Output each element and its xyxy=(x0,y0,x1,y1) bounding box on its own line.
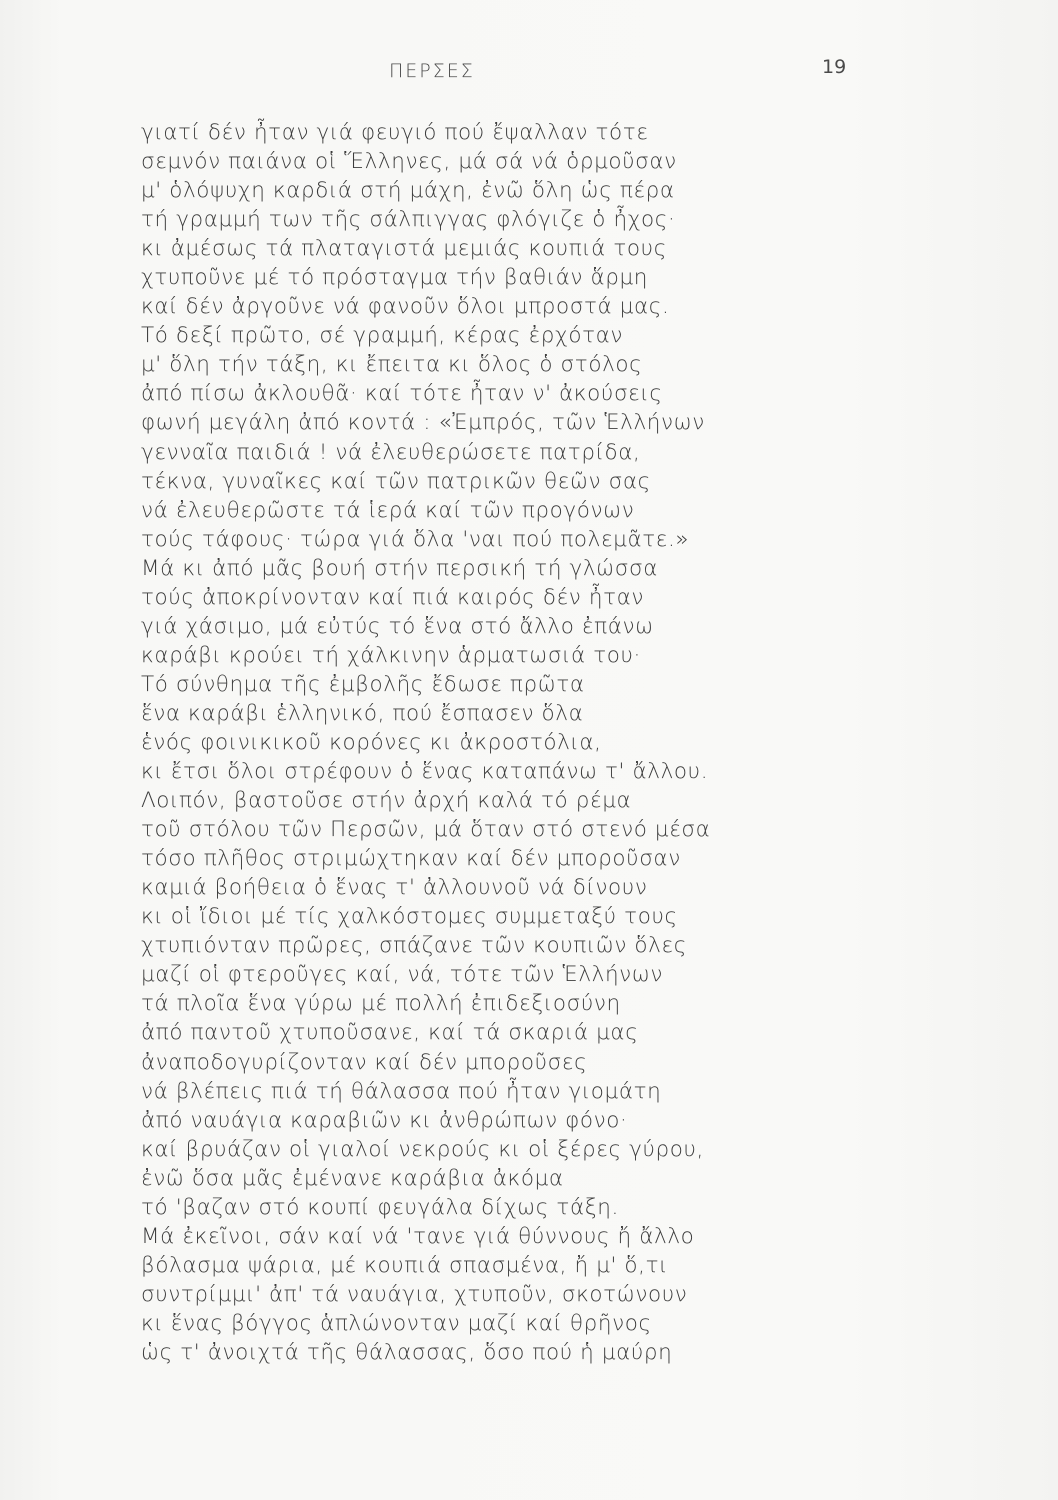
page-number: 19 xyxy=(822,56,847,78)
poem-line: τόσο πλῆθος στριμώχτηκαν καί δέν μποροῦσαν xyxy=(141,846,681,872)
poem-line: Λοιπόν, βαστοῦσε στήν ἀρχή καλά τό ρέμα xyxy=(141,788,632,814)
poem-line: φωνή μεγάλη ἀπό κοντά : «Ἐμπρός, τῶν Ἑλλήνων xyxy=(141,410,705,436)
poem-line: κι οἱ ἴδιοι μέ τίς χαλκόστομες συμμεταξύ τους xyxy=(141,904,678,930)
poem-line: τοῦ στόλου τῶν Περσῶν, μά ὅταν στό στενό μέσα xyxy=(141,817,711,843)
poem-line: καί δέν ἀργοῦνε νά φανοῦν ὅλοι μπροστά μας. xyxy=(141,294,670,320)
poem-line: Τό δεξί πρῶτο, σέ γραμμή, κέρας ἐρχόταν xyxy=(141,323,624,349)
poem-line: ἀναποδογυρίζονταν καί δέν μποροῦσες xyxy=(141,1049,588,1075)
poem-line: νά ἐλευθερῶστε τά ἱερά καί τῶν προγόνων xyxy=(141,497,635,523)
poem-line: ἕνα καράβι ἑλληνικό, πού ἔσπασεν ὅλα xyxy=(141,700,584,726)
poem-line: ἀπό ναυάγια καραβιῶν κι ἀνθρώπων φόνο· xyxy=(141,1107,628,1133)
poem-line: νά βλέπεις πιά τή θάλασσα πού ἦταν γιομάτη xyxy=(141,1078,662,1104)
poem-line: μαζί οἱ φτεροῦγες καί, νά, τότε τῶν Ἑλλήνων xyxy=(141,962,664,988)
poem-line: γιά χάσιμο, μά εὐτύς τό ἕνα στό ἄλλο ἐπάνω xyxy=(141,613,654,639)
poem-line: καί βρυάζαν οἱ γιαλοί νεκρούς κι οἱ ξέρες γύρου, xyxy=(141,1136,704,1162)
poem-line: τή γραμμή των τῆς σάλπιγγας φλόγιζε ὁ ἦχος· xyxy=(141,207,676,233)
poem-line: βόλασμα ψάρια, μέ κουπιά σπασμένα, ἤ μ' ὅ,τι xyxy=(141,1252,669,1278)
poem-line: χτυποῦνε μέ τό πρόσταγμα τήν βαθιάν ἅρμη xyxy=(141,265,649,291)
poem-line: τά πλοῖα ἕνα γύρω μέ πολλή ἐπιδεξιοσύνη xyxy=(141,991,621,1017)
poem-line: κι ἀμέσως τά πλαταγιστά μεμιάς κουπιά τους xyxy=(141,236,667,262)
poem-line: τούς τάφους· τώρα γιά ὅλα 'ναι πού πολεμᾶτε.» xyxy=(141,526,690,552)
poem-line: ἀπό πίσω ἀκλουθᾶ· καί τότε ἦταν ν' ἀκούσεις xyxy=(141,381,663,407)
poem-text xyxy=(141,118,881,1367)
poem-line: κι ἔτσι ὅλοι στρέφουν ὁ ἕνας καταπάνω τ' ἄλλου. xyxy=(141,759,709,785)
poem-line: τό 'βαζαν στό κουπί φευγάλα δίχως τάξη. xyxy=(141,1194,619,1220)
poem-line: ἀπό παντοῦ χτυποῦσανε, καί τά σκαριά μας xyxy=(141,1020,639,1046)
poem-line: κι ἕνας βόγγος ἁπλώνονταν μαζί καί θρῆνος xyxy=(141,1310,652,1336)
poem-line: Μά κι ἀπό μᾶς βουή στήν περσική τή γλώσσα xyxy=(141,555,658,581)
poem-line: χτυπιόνταν πρῶρες, σπάζανε τῶν κουπιῶν ὅλες xyxy=(141,933,687,959)
poem-line: μ' ὁλόψυχη καρδιά στή μάχη, ἐνῶ ὅλη ὡς πέρα xyxy=(141,178,675,204)
poem-line: τέκνα, γυναῖκες καί τῶν πατρικῶν θεῶν σας xyxy=(141,468,651,494)
poem-line: τούς ἀποκρίνονταν καί πιά καιρός δέν ἦταν xyxy=(141,584,644,610)
poem-line: συντρίμμι' ἀπ' τά ναυάγια, χτυποῦν, σκοτώνουν xyxy=(141,1281,688,1307)
poem-line: ἐνῶ ὅσα μᾶς ἐμένανε καράβια ἀκόμα xyxy=(141,1165,564,1191)
poem-line: γενναῖα παιδιά ! νά ἐλευθερώσετε πατρίδα, xyxy=(141,439,641,465)
running-header-title: ΠΕΡΣΕΣ xyxy=(389,60,475,82)
poem-line: σεμνόν παιάνα οἱ Ἕλληνες, μά σά νά ὁρμοῦσαν xyxy=(141,149,677,175)
poem-line: καράβι κρούει τή χάλκινην ἁρματωσιά του· xyxy=(141,642,641,668)
poem-line: καμιά βοήθεια ὁ ἕνας τ' ἀλλουνοῦ νά δίνουν xyxy=(141,875,648,901)
poem-line: Μά ἐκεῖνοι, σάν καί νά 'τανε γιά θύννους ἤ ἄλλο xyxy=(141,1223,695,1249)
poem-line: μ' ὅλη τήν τάξη, κι ἔπειτα κι ὅλος ὁ στόλος xyxy=(141,352,643,378)
poem-line: ὡς τ' ἀνοιχτά τῆς θάλασσας, ὅσο πού ἡ μαύρη xyxy=(141,1339,673,1365)
poem-line: ἑνός φοινικικοῦ κορόνες κι ἀκροστόλια, xyxy=(141,729,602,755)
poem-line: Τό σύνθημα τῆς ἐμβολῆς ἔδωσε πρῶτα xyxy=(141,671,585,697)
poem-line: γιατί δέν ἦταν γιά φευγιό πού ἔψαλλαν τότε xyxy=(141,120,649,145)
